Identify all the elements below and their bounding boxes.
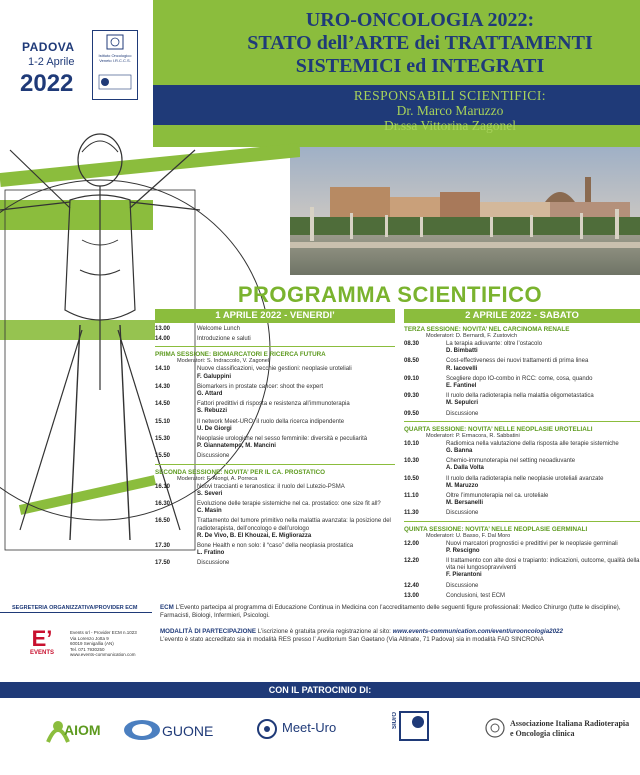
iov-logo-text: Istituto Oncologico Veneto I.R.C.C.S. [98, 53, 132, 63]
title-line-3: SISTEMICI ed INTEGRATI [295, 55, 545, 77]
resp-name-2: Dr.ssa Vittorina Zagonel [383, 118, 517, 133]
airo-logo-icon [484, 717, 506, 739]
events-logo-name: EVENTS [29, 650, 54, 656]
logo-aiom: AIOM [28, 712, 108, 752]
session-2-item: 17.50 Discussione [155, 560, 230, 567]
session-5-title: QUINTA SESSIONE: NOVITA’ NELLE NEOPLASIE GERMINALI [404, 525, 588, 533]
participation-text: L’iscrizione è gratuita previa registrazione al sito: [257, 628, 391, 635]
day2-column [404, 326, 640, 603]
session-1-moderators: Moderatori: S. Indraccolo, V. Zagonel [177, 358, 270, 365]
session-4-item: 10.50 Il ruolo della radioterapia nelle neoplasie uroteliali avanzate M. Maruzzo [404, 475, 604, 489]
session-5-item: 12.40 Discussione [404, 582, 479, 589]
guone-logo-icon [122, 715, 162, 745]
logo-airo: Associazione Italiana Radioterapia e Oncologia clinica [484, 717, 634, 751]
events-logo [22, 628, 62, 656]
session-2-item: 17.30 Bone Health e non solo: il “caso” della neoplasia prostatica L. Fratino [155, 543, 354, 557]
ecm-label: ECM [160, 604, 174, 611]
patronage-bar: CON IL PATROCINIO DI: [0, 682, 640, 698]
session-4-moderators: Moderatori: P. Ermacora, R. Sabbatini [426, 432, 520, 439]
dates: 1-2 Aprile [28, 56, 75, 68]
title-line-2: STATO dell’ARTE dei TRATTAMENTI [247, 32, 593, 54]
siuro-logo-icon [392, 710, 432, 746]
session-3-item: 08.30 La terapia adiuvante: oltre l’ostacolo D. Bimbatti [404, 341, 543, 355]
events-logo-icon: E’ [31, 626, 53, 651]
session-2-item: 16.10 Nuovi traccianti e teranostica: il ruolo del Lutezio-PSMA S. Severi [155, 483, 345, 497]
session-3-item: 08.50 Cost-effectiveness dei nuovi trattamenti di prima linea R. Iacovelli [404, 358, 589, 372]
day1-item: 14.00 Introduzione e saluti [155, 336, 251, 343]
padova-photo-image [290, 147, 640, 275]
meet-uro-logo-icon [256, 718, 278, 740]
events-contacts: Events srl - Provider ECM n.1023 Via Lorenzo Jotta 9 60019 Senigallia (AN) Tel. 071 7930250 www.events-communication.com [70, 630, 137, 658]
title-line-1: URO-ONCOLOGIA 2022: [305, 9, 535, 31]
session-3-item: 09.10 Scegliere dopo IO-combo in RCC: come, cosa, quando E. Fantinel [404, 375, 593, 390]
session-1-item: 14.30 Biomarkers in prostate cancer: shoot the expert G. Attard [155, 383, 324, 398]
divider [404, 521, 640, 522]
day2-bar: 2 APRILE 2022 - SABATO [404, 309, 640, 323]
ecm-text: L’Evento partecipa al programma di Educazione Continua in Medicina con l’accreditamento delle seguenti figure professionali: Medico Chirurgo (tutte le discipline), Farmacisti, Biologi, Infermieri, Psicologi. [160, 604, 621, 619]
ecm-info [160, 604, 630, 644]
session-2-moderators: Moderatori: F. Alongi, A. Porreca [177, 475, 258, 482]
participation-text-2: L’evento è stato accreditato sia in modalità RES presso l’ Auditorium San Gaetano (Via Altinate, 71 Padova) sia in modalità FAD SINCRONA [160, 636, 544, 643]
logo-guone: GUONE [122, 715, 232, 749]
divider [155, 346, 395, 347]
segreteria-divider [0, 612, 152, 613]
session-4-title: QUARTA SESSIONE: NOVITA’ NELLE NEOPLASIE UROTELIALI [404, 425, 593, 433]
registration-link[interactable]: www.events-communication.com/event/urooncologia2022 [392, 628, 563, 635]
session-3-moderators: Moderatori: D. Bernardi, F. Zustovich [426, 333, 518, 339]
session-1-item: 14.10 Nuove classificazioni, vecchie gestioni: neoplasie uroteliali F. Galuppini [155, 366, 352, 380]
session-5-moderators: Moderatori: U. Basso, F. Dal Moro [426, 532, 511, 539]
session-2-item: 16.30 Evoluzione delle terapie sistemiche nel ca. prostatico: one size fit all? C. Masin [155, 501, 381, 515]
day1-column [155, 326, 395, 571]
logo-meet-uro: Meet-Uro [256, 718, 366, 752]
session-4-item: 10.10 Radiomica nella valutazione della risposta alle terapie sistemiche G. Banna [404, 440, 619, 455]
session-3-item: 09.50 Discussione [404, 410, 479, 417]
session-1-item: 15.10 Il network Meet-URO: il ruolo della ricerca indipendente U. De Giorgi [155, 418, 345, 432]
session-4-item: 10.30 Chemio-immunoterapia nel setting neoadiuvante A. Dalla Volta [404, 458, 576, 472]
session-1-item: 14.50 Fattori predittivi di risposta e resistenza all’immunoterapia S. Rebuzzi [155, 401, 350, 415]
session-5-item: 12.20 Il trattamento con alte dosi e trapianto: indicazioni, outcome, qualità della vita nei lungosopravviventi F. Pierantoni [404, 558, 640, 579]
padova-photo [290, 147, 640, 275]
program-title: PROGRAMMA SCIENTIFICO [237, 282, 543, 307]
resp-title: RESPONSABILI SCIENTIFICI: [353, 88, 547, 103]
session-4-item: 11.30 Discussione [404, 510, 479, 517]
day1-item: 13.00 Welcome Lunch [155, 326, 240, 332]
session-1-item: 15.50 Discussione [155, 453, 230, 460]
session-3-item: 09.30 Il ruolo della radioterapia nella malattia oligometastatica M. Sepulcri [404, 393, 594, 407]
segreteria-title: SEGRETERIA ORGANIZZATIVA/PROVIDER ECM [12, 605, 138, 611]
session-4-item: 11.10 Oltre l’immunoterapia nel ca. uroteliale M. Bersanelli [404, 493, 549, 507]
session-5-item: 13.00 Conclusioni, test ECM [404, 592, 506, 599]
logo-siuro: SIUrO [392, 710, 452, 760]
city: PADOVA [22, 40, 75, 54]
session-3-title: TERZA SESSIONE: NOVITA’ NEL CARCINOMA RENALE [404, 326, 570, 333]
resp-name-1: Dr. Marco Maruzzo [396, 103, 504, 118]
day1-bar: 1 APRILE 2022 - VENERDI’ [155, 309, 395, 323]
participation-label: MODALITÀ DI PARTECIPAZIONE [160, 628, 257, 635]
iov-logo-icon [93, 31, 137, 99]
session-1-title: PRIMA SESSIONE: BIOMARCATORI E RICERCA FUTURA [155, 351, 326, 359]
session-1-item: 15.30 Neoplasie urologiche nel sesso femminile: diversità e peculiarità P. Giannatempo, M. Mancini [155, 436, 368, 450]
year: 2022 [20, 70, 74, 97]
session-2-title: SECONDA SESSIONE: NOVITA’ PER IL CA. PROSTATICO [155, 468, 326, 476]
divider [404, 421, 640, 422]
divider [155, 464, 395, 465]
session-2-item: 16.50 Trattamento del tumore primitivo nella malattia avanzata: la posizione del radioterapista, dell’oncologo e dell’urologo R. De Vivo, B. El Khouzai, E. Migliorazza [155, 518, 391, 539]
session-5-item: 12.00 Nuovi marcatori prognostici e predittivi per le neoplasie germinali P. Rescigno [404, 540, 618, 554]
